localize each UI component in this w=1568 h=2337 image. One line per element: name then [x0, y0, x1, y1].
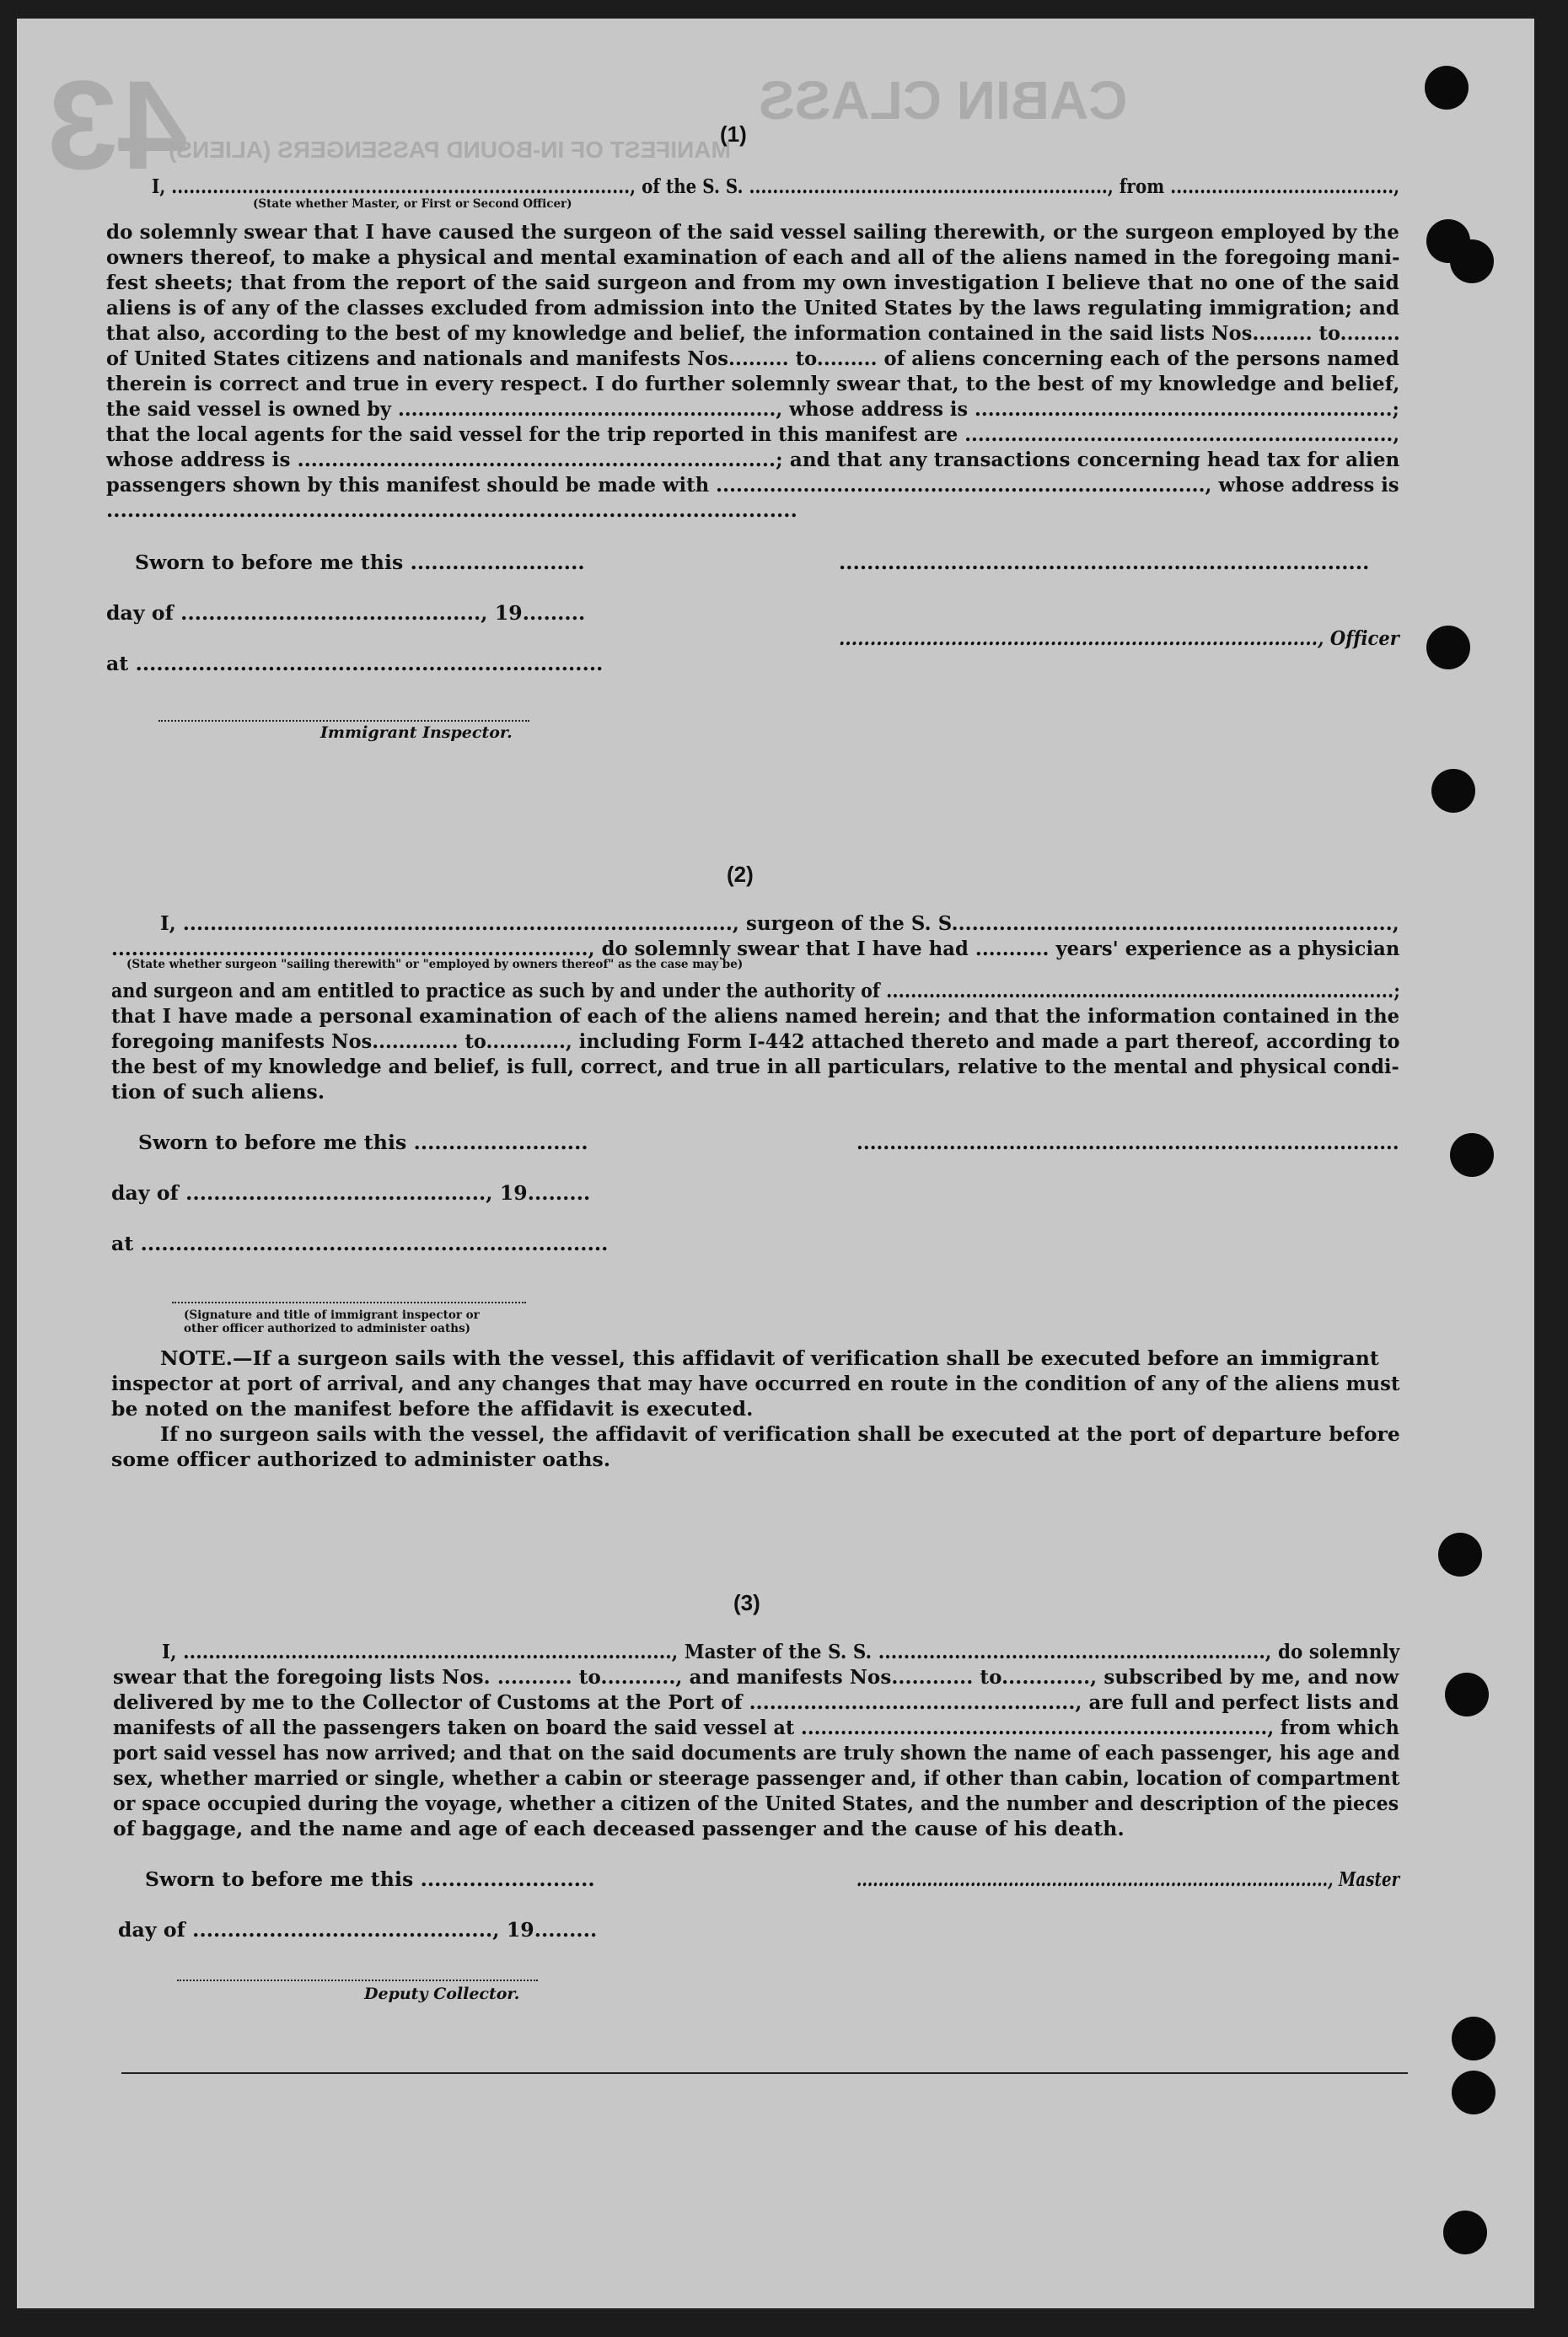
- field-caption: (State whether surgeon "sailing therewith" or "employed by owners thereof" as the case may be): [126, 958, 744, 971]
- field-caption: other officer authorized to administer oaths): [184, 1322, 471, 1335]
- note-line: inspector at port of arrival, and any changes that may have occurred en route in the condition of any of the aliens must: [111, 1372, 1400, 1395]
- text-line: and surgeon and am entitled to practice as such by and under the authority of ...................................................................................;: [111, 979, 1400, 1002]
- text-line: that also, according to the best of my knowledge and belief, the information contained in the said lists Nos......... to.........: [106, 321, 1400, 345]
- text-line: aliens is of any of the classes excluded from admission into the United States by the laws regulating immigration; and: [106, 296, 1400, 320]
- sworn-line: Sworn to before me this .........................: [145, 1867, 595, 1891]
- note-line: If no surgeon sails with the vessel, the affidavit of verification shall be executed at the port of departure before: [160, 1422, 1400, 1446]
- note-line: some officer authorized to administer oaths.: [111, 1448, 611, 1471]
- section-number: (1): [720, 121, 747, 147]
- punch-hole: [1450, 239, 1494, 283]
- punch-hole: [1431, 769, 1475, 813]
- punch-hole: [1445, 1673, 1489, 1716]
- text-line: ...................................................................................................: [106, 498, 797, 522]
- punch-hole: [1443, 2211, 1487, 2254]
- sworn-line: Sworn to before me this .........................: [138, 1131, 588, 1154]
- inspector-signature-line: [172, 1302, 526, 1303]
- bleed-manifest-header: MANIFEST OF IN-BOUND PASSENGERS (ALIENS): [169, 137, 731, 163]
- inspector-signature-line: [158, 720, 529, 722]
- text-line: that I have made a personal examination of each of the aliens named herein; and that the information contained in the: [111, 1004, 1400, 1028]
- day-of-line: day of ..........................................., 19.........: [111, 1181, 591, 1205]
- bleed-page-number: 43: [47, 54, 188, 196]
- at-line: at ...................................................................: [106, 652, 604, 675]
- text-line: tion of such aliens.: [111, 1080, 325, 1104]
- text-line: passengers shown by this manifest should be made with ........................................................................., whose address is: [106, 473, 1399, 497]
- text-line: foregoing manifests Nos............. to............, including Form I-442 attached thereto and made a part thereof, according to: [111, 1029, 1400, 1053]
- signature-line: ..................................................................................: [856, 1131, 1399, 1154]
- text-line: that the local agents for the said vessel for the trip reported in this manifest are .................................................................,: [106, 422, 1400, 446]
- inspector-caption: Immigrant Inspector.: [320, 723, 513, 742]
- text-line: the said vessel is owned by ........................................................., whose address is ...............................................................;: [106, 397, 1399, 421]
- punch-hole: [1426, 626, 1470, 669]
- text-line: swear that the foregoing lists Nos. ........... to..........., and manifests Nos............ to............., subscribed by me, and now: [113, 1665, 1399, 1689]
- note-line: be noted on the manifest before the affidavit is executed.: [111, 1397, 754, 1421]
- master-signature: ......................................................................................., Master: [856, 1867, 1400, 1891]
- officer-signature: ............................................................................., Officer: [839, 626, 1399, 650]
- text-line: I, .............................................................................., of the S. S. ............................................................., from ......................................,: [152, 175, 1400, 198]
- field-caption: (State whether Master, or First or Second Officer): [253, 197, 572, 211]
- collector-signature-line: [177, 1980, 538, 1981]
- signature-line: ............................................................................: [839, 551, 1370, 574]
- text-line: do solemnly swear that I have caused the surgeon of the said vessel sailing therewith, or the surgeon employed by the: [106, 220, 1399, 244]
- text-line: I, ................................................................................., surgeon of the S. S.................................................................,: [160, 911, 1399, 935]
- day-of-line: day of ..........................................., 19.........: [118, 1918, 598, 1942]
- section-number: (2): [727, 862, 754, 887]
- manifest-affidavit-page: [17, 19, 1534, 2308]
- text-line: or space occupied during the voyage, whether a citizen of the United States, and the number and description of the pieces: [113, 1792, 1399, 1815]
- text-line: of baggage, and the name and age of each deceased passenger and the cause of his death.: [113, 1817, 1125, 1840]
- text-line: therein is correct and true in every respect. I do further solemnly swear that, to the best of my knowledge and belief,: [106, 372, 1400, 395]
- text-line: manifests of all the passengers taken on board the said vessel at ......................................................................., from which: [113, 1716, 1399, 1739]
- bleed-class-stamp: CABIN CLASS: [759, 70, 1128, 131]
- at-line: at ...................................................................: [111, 1232, 609, 1255]
- text-line: whose address is ......................................................................; and that any transactions concerning head tax for alien: [106, 448, 1400, 471]
- punch-hole: [1452, 2071, 1496, 2114]
- collector-caption: Deputy Collector.: [364, 1985, 520, 2003]
- day-of-line: day of ..........................................., 19.........: [106, 601, 586, 625]
- text-line: of United States citizens and nationals and manifests Nos......... to......... of aliens concerning each of the persons named: [106, 347, 1399, 370]
- text-line: owners thereof, to make a physical and mental examination of each and all of the aliens named in the foregoing mani-: [106, 245, 1400, 269]
- punch-hole: [1450, 1133, 1494, 1177]
- punch-hole: [1425, 66, 1469, 110]
- text-line: I, ............................................................................., Master of the S. S. ............................................................., do solemnly: [162, 1640, 1400, 1663]
- text-line: the best of my knowledge and belief, is full, correct, and true in all particulars, relative to the mental and physical condi-: [111, 1055, 1399, 1078]
- section-number: (3): [733, 1590, 760, 1615]
- bottom-rule: [121, 2072, 1408, 2074]
- field-caption: (Signature and title of immigrant inspector or: [184, 1308, 480, 1322]
- punch-hole: [1438, 1533, 1482, 1577]
- text-line: port said vessel has now arrived; and that on the said documents are truly shown the name of each passenger, his age and: [113, 1741, 1400, 1765]
- sworn-line: Sworn to before me this .........................: [135, 551, 585, 574]
- punch-hole: [1452, 2017, 1496, 2060]
- text-line: delivered by me to the Collector of Customs at the Port of ................................................, are full and perfect lists and: [113, 1690, 1399, 1714]
- note-line: NOTE.—If a surgeon sails with the vessel, this affidavit of verification shall be executed before an immigrant: [160, 1346, 1379, 1370]
- text-line: sex, whether married or single, whether a cabin or steerage passenger and, if other than cabin, location of compartment: [113, 1766, 1400, 1790]
- text-line: ......................................................................., do solemnly swear that I have had ........... years' experience as a physician: [111, 937, 1400, 960]
- text-line: fest sheets; that from the report of the said surgeon and from my own investigation I believe that no one of the said: [106, 271, 1399, 294]
